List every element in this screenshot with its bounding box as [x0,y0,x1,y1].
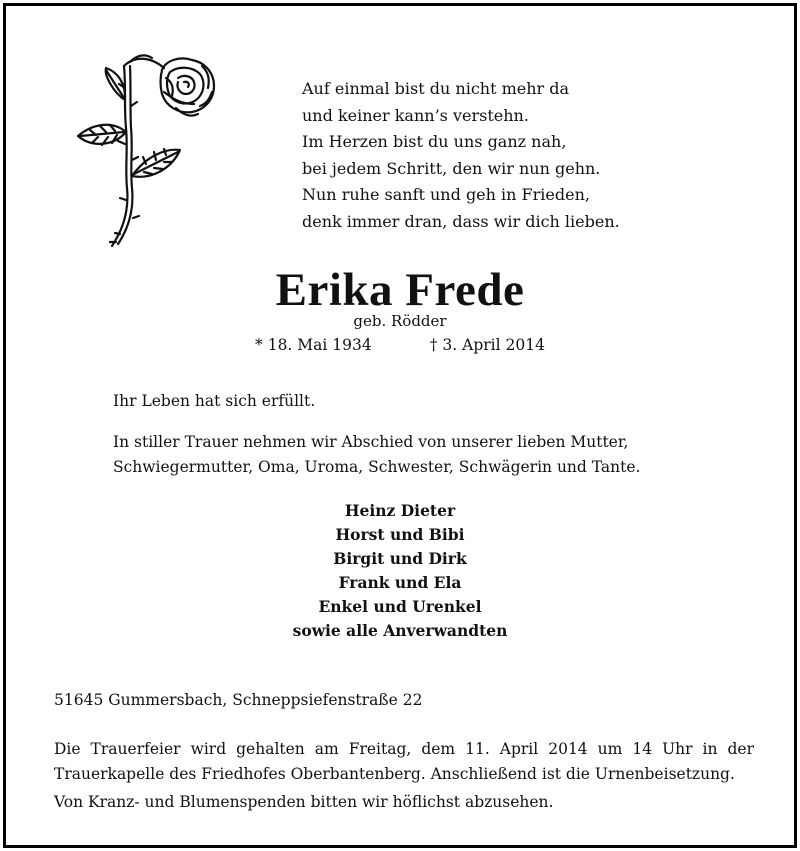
poem [302,76,620,235]
birth-date: * 18. Mai 1934 [255,336,372,354]
mourner: Birgit und Dirk [333,549,467,568]
no-flowers-note: Von Kranz- und Blumenspenden bitten wir höflichst abzusehen. [54,793,554,811]
poem-line: Auf einmal bist du nicht mehr da [302,79,570,98]
poem-line: Nun ruhe sanft und geh in Frieden, [302,185,590,204]
poem-line: bei jedem Schritt, den wir nun gehn. [302,158,601,178]
mourner: sowie alle Anverwandten [292,621,508,640]
poem-line: und keiner kann’s verstehn. [302,105,529,125]
funeral-info: Die Trauerfeier wird gehalten am Freitag, dem 11. April 2014 um 14 Uhr in der Trauerkapelle des Friedhofes Oberbantenberg. Anschließend ist die Urnenbeisetzung. [54,740,754,783]
mourner: Heinz Dieter [344,501,456,520]
mourners-list [6,499,794,643]
farewell-text: In stiller Trauer nehmen wir Abschied von unserer lieben Mutter, Schwiegermutter, Oma, Uroma, Schwester, Schwägerin und Tante. [113,433,641,476]
mourner: Frank und Ela [338,573,462,592]
intro-text: Ihr Leben hat sich erfüllt. [113,392,316,410]
poem-line: denk immer dran, dass wir dich lieben. [302,211,620,231]
obituary-notice [3,3,797,848]
mourner: Enkel und Urenkel [318,597,482,616]
address: 51645 Gummersbach, Schneppsiefenstraße 22 [54,691,423,709]
maiden-name: geb. Rödder [353,312,447,330]
rose-icon [54,48,224,253]
poem-line: Im Herzen bist du uns ganz nah, [302,132,567,151]
death-date: † 3. April 2014 [429,336,545,354]
life-dates [6,336,794,354]
mourner: Horst und Bibi [335,525,465,544]
deceased-name: Erika Frede [275,264,525,316]
